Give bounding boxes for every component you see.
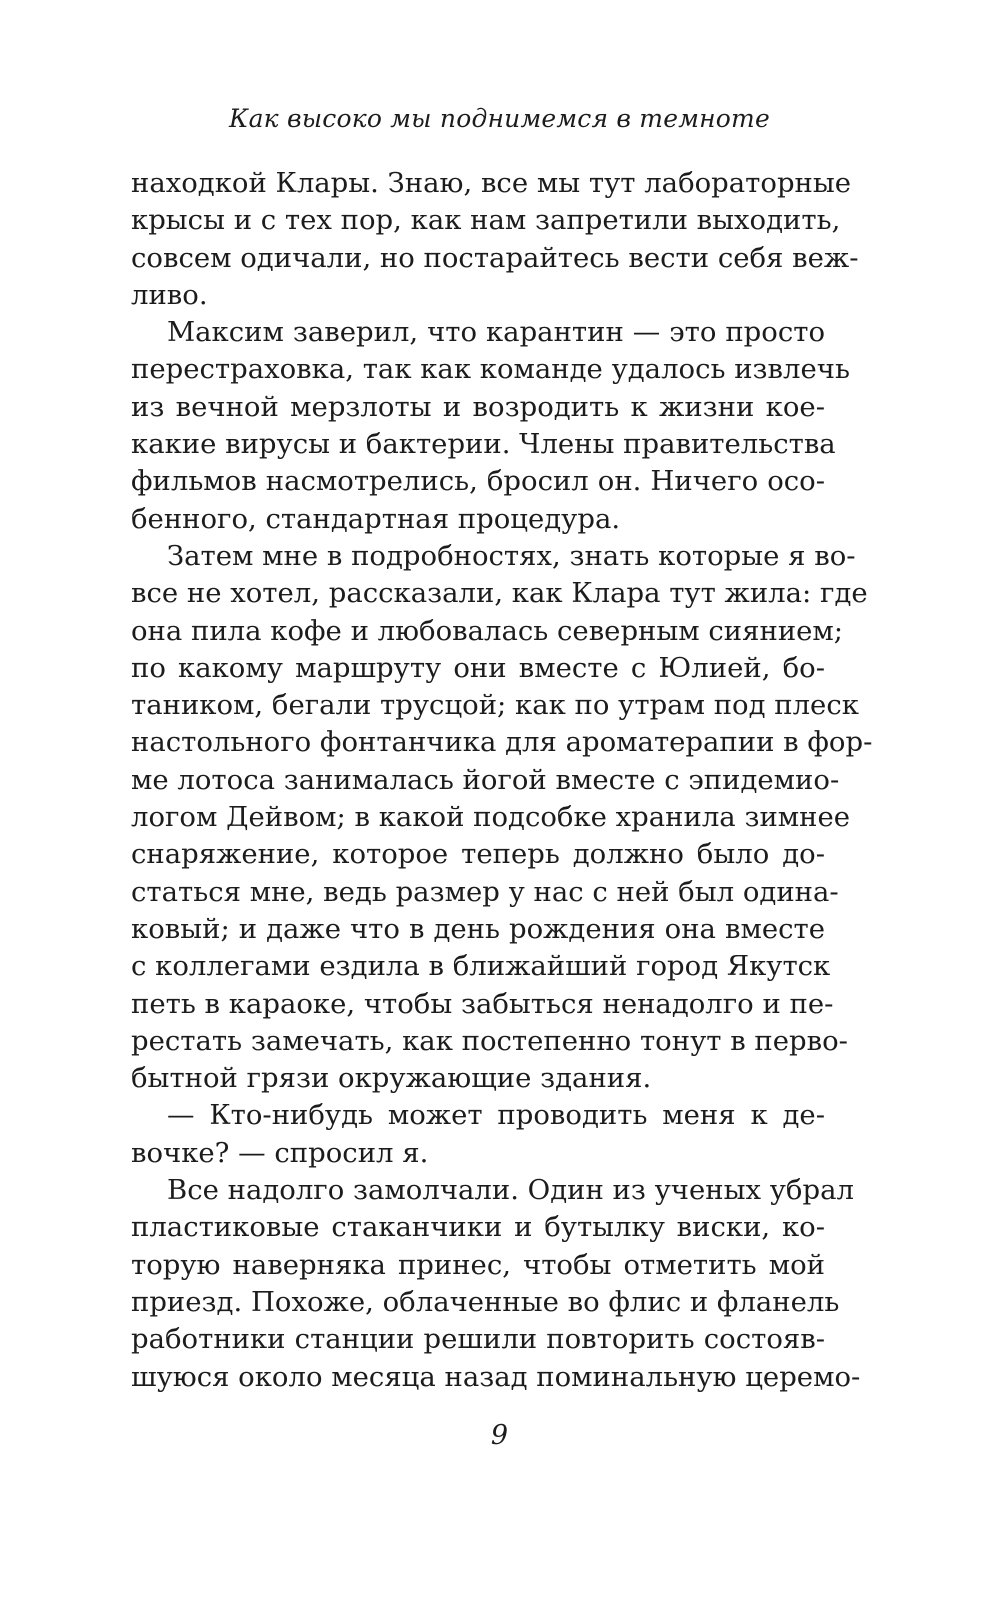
text-line: ме лотоса занималась йогой вместе с эпидемио- xyxy=(131,763,840,796)
text-line: шуюся около месяца назад поминальную церемо- xyxy=(131,1360,861,1393)
text-line: находкой Клары. Знаю, все мы тут лабораторные xyxy=(131,167,852,199)
text-line: работники станции решили повторить состояв- xyxy=(131,1323,825,1356)
text-line: крысы и с тех пор, как нам запретили выходить, xyxy=(131,204,841,237)
paragraph-first-line: — Кто-нибудь может проводить меня к де- xyxy=(167,1099,825,1132)
text-line: с коллегами ездила в ближайший город Якутск xyxy=(131,950,831,983)
text-line: рестать замечать, как постепенно тонут в перво- xyxy=(131,1024,848,1057)
page-number: 9 xyxy=(490,1420,509,1451)
text-line: из вечной мерзлоты и возродить к жизни кое- xyxy=(131,390,825,423)
text-line: приезд. Похоже, облаченные во флис и фланель xyxy=(131,1285,840,1318)
text-line: статься мне, ведь размер у нас с ней был одина- xyxy=(131,875,839,908)
text-line: по какому маршруту они вместе с Юлией, бо- xyxy=(131,651,825,684)
running-head-title: Как высоко мы поднимемся в темноте xyxy=(229,104,770,133)
text-line: она пила кофе и любовалась северным сиянием; xyxy=(131,614,844,647)
text-line: бенного, стандартная процедура. xyxy=(131,502,621,535)
text-line: ливо. xyxy=(131,278,208,311)
text-line: все не хотел, рассказали, как Клара тут жила: где xyxy=(131,577,868,610)
text-line: вочке? — спросил я. xyxy=(131,1136,429,1169)
paragraph-first-line: Затем мне в подробностях, знать которые я во- xyxy=(167,539,856,572)
body-text xyxy=(131,165,873,1396)
text-line: логом Дейвом; в какой подсобке хранила зимнее xyxy=(131,801,851,834)
text-line: ковый; и даже что в день рождения она вместе xyxy=(131,912,825,945)
text-line: бытной грязи окружающие здания. xyxy=(131,1062,652,1095)
text-line: петь в караоке, чтобы забыться ненадолго и пе- xyxy=(131,987,834,1020)
text-line: таником, бегали трусцой; как по утрам под плеск xyxy=(131,689,859,722)
text-line: торую наверняка принес, чтобы отметить мой xyxy=(131,1248,825,1281)
text-line: какие вирусы и бактерии. Члены правительства xyxy=(131,428,836,461)
paragraph-first-line: Все надолго замолчали. Один из ученых убрал xyxy=(167,1174,854,1207)
paragraph-first-line: Максим заверил, что карантин — это просто xyxy=(167,316,825,349)
text-line: настольного фонтанчика для ароматерапии в фор- xyxy=(131,726,873,759)
text-line: снаряжение, которое теперь должно было до- xyxy=(131,838,825,871)
text-line: пластиковые стаканчики и бутылку виски, ко- xyxy=(131,1211,825,1244)
text-line: фильмов насмотрелись, бросил он. Ничего осо- xyxy=(131,465,825,498)
text-line: совсем одичали, но постарайтесь вести себя веж- xyxy=(131,241,859,274)
text-line: перестраховка, так как команде удалось извлечь xyxy=(131,353,850,386)
